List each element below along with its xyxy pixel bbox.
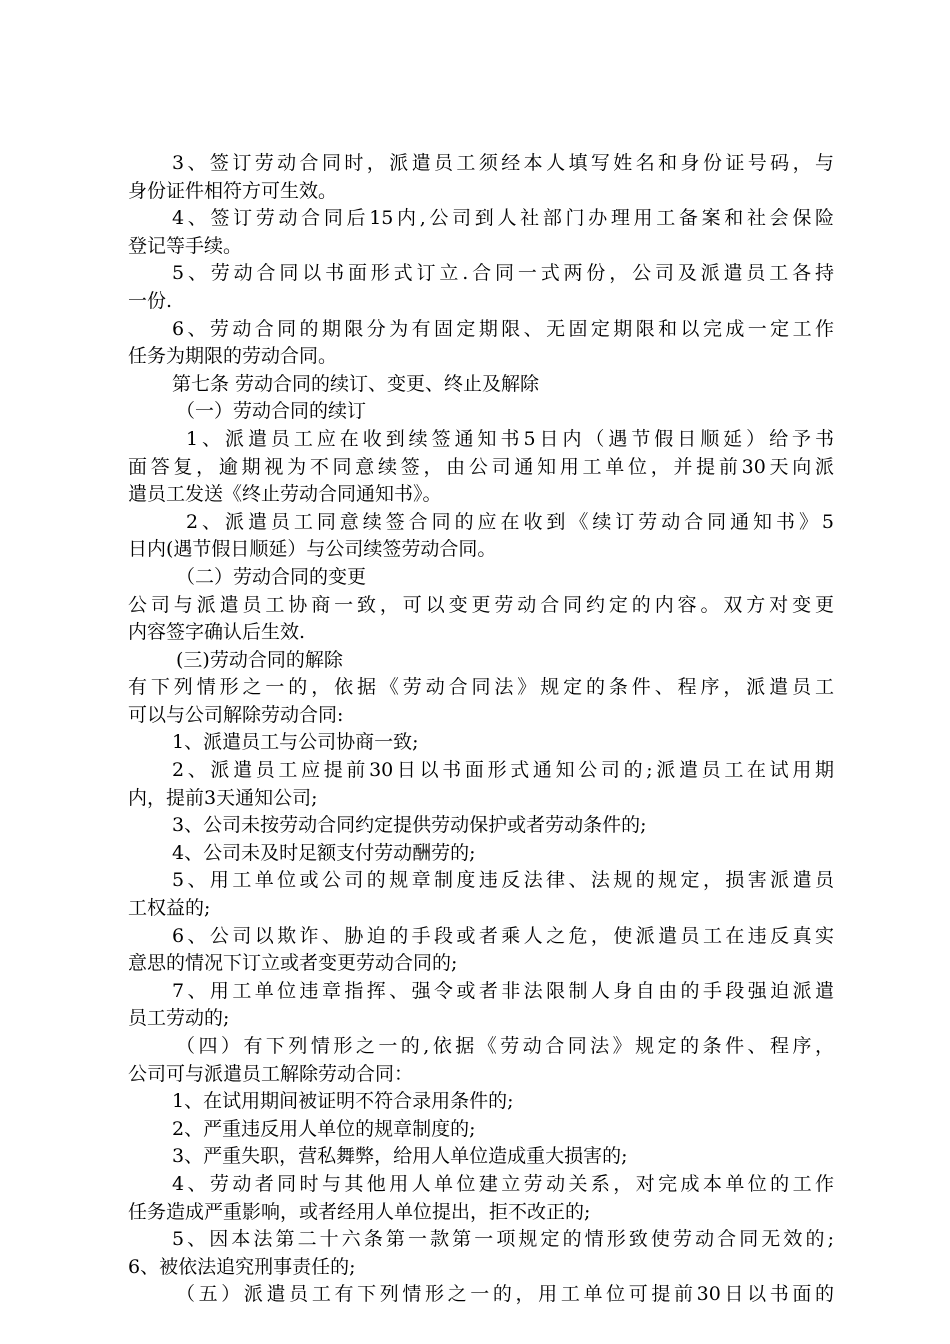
text-line: 一份.	[128, 289, 173, 312]
text-line: 员工劳动的;	[128, 1007, 230, 1030]
text-line: （一）劳动合同的续订	[176, 400, 367, 423]
text-line: 4、签订劳动合同后15内,公司到人社部门办理用工备案和社会保险	[172, 207, 834, 230]
text-line: 任务造成严重影响，或者经用人单位提出，拒不改正的;	[128, 1200, 591, 1223]
text-line: 6、劳动合同的期限分为有固定期限、无固定期限和以完成一定工作	[172, 317, 834, 340]
text-line: 1、在试用期间被证明不符合录用条件的;	[172, 1090, 514, 1113]
text-line: 6、被依法追究刑事责任的;	[128, 1255, 356, 1278]
text-line: 2、派遣员工同意续签合同的应在收到《续订劳动合同通知书》5	[186, 510, 834, 533]
text-line: 7、用工单位违章指挥、强令或者非法限制人身自由的手段强迫派遣	[172, 979, 834, 1002]
text-line: 工权益的;	[128, 897, 211, 920]
text-line: 1、派遣员工应在收到续签通知书5日内（遇节假日顺延）给予书	[186, 427, 834, 450]
text-line: 内，提前3天通知公司;	[128, 786, 318, 809]
text-line: 日内(遇节假日顺延）与公司续签劳动合同。	[128, 538, 497, 561]
text-line: 公司可与派遣员工解除劳动合同：	[128, 1062, 414, 1085]
text-line: （二）劳动合同的变更	[176, 565, 367, 588]
text-line: 身份证件相符方可生效。	[128, 179, 338, 202]
text-line: 5、用工单位或公司的规章制度违反法律、法规的规定，损害派遣员	[172, 869, 834, 892]
text-line: 有下列情形之一的，依据《劳动合同法》规定的条件、程序，派遣员工	[128, 676, 834, 699]
text-line: 3、签订劳动合同时，派遣员工须经本人填写姓名和身份证号码，与	[172, 152, 834, 174]
text-line: 4、劳动者同时与其他用人单位建立劳动关系，对完成本单位的工作	[172, 1172, 834, 1195]
text-line: 5、因本法第二十六条第一款第一项规定的情形致使劳动合同无效的;	[172, 1228, 834, 1251]
document-page	[128, 150, 834, 1309]
text-line: (三)劳动合同的解除	[176, 648, 343, 671]
text-line: 公司与派遣员工协商一致，可以变更劳动合同约定的内容。双方对变更	[128, 593, 834, 616]
text-line: 可以与公司解除劳动合同:	[128, 703, 344, 726]
text-line: 1、派遣员工与公司协商一致;	[172, 731, 419, 754]
text-line: 内容签字确认后生效.	[128, 621, 306, 644]
text-line: 4、公司未及时足额支付劳动酬劳的;	[172, 841, 476, 864]
text-line: 3、公司未按劳动合同约定提供劳动保护或者劳动条件的;	[172, 814, 647, 837]
text-line: 意思的情况下订立或者变更劳动合同的;	[128, 952, 458, 975]
text-line: 5、劳动合同以书面形式订立.合同一式两份，公司及派遣员工各持	[172, 262, 834, 285]
text-line: （四）有下列情形之一的,依据《劳动合同法》规定的条件、程序，	[176, 1035, 834, 1057]
text-line: 2、派遣员工应提前30日以书面形式通知公司的;派遣员工在试用期	[172, 759, 834, 782]
text-line: （五）派遣员工有下列情形之一的，用工单位可提前30日以书面的	[176, 1283, 834, 1306]
text-line: 3、严重失职，营私舞弊，给用人单位造成重大损害的;	[172, 1145, 628, 1168]
text-line: 登记等手续。	[128, 234, 243, 257]
text-line: 任务为期限的劳动合同。	[128, 345, 338, 368]
text-line: 遣员工发送《终止劳动合同通知书》。	[128, 483, 442, 506]
text-line: 6、公司以欺诈、胁迫的手段或者乘人之危，使派遣员工在违反真实	[172, 924, 834, 947]
text-line: 面答复，逾期视为不同意续签，由公司通知用工单位，并提前30天向派	[128, 455, 834, 478]
text-line: 2、严重违反用人单位的规章制度的;	[172, 1117, 476, 1140]
text-line: 第七条 劳动合同的续订、变更、终止及解除	[172, 372, 540, 395]
